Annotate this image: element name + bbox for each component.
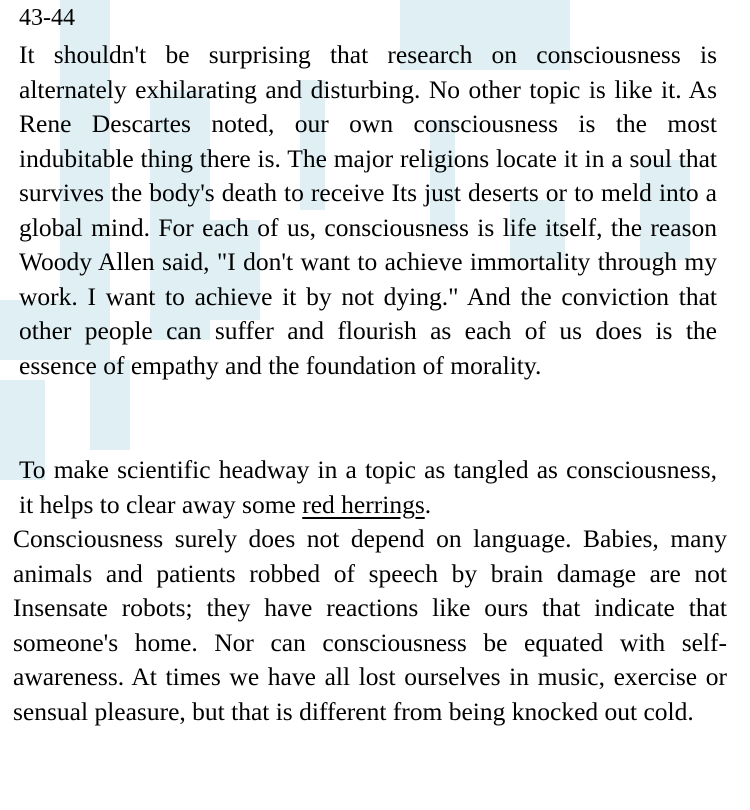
paragraph-2-body: Consciousness surely does not depend on language. Babies, many animals and patients robbed of speech by brain damage are not Insensate robots; they have reactions like ours that indicate that someone's home. Nor can consciousness be equated with self-awareness. At times we have all lost ourselves in music, exercise or sensual pleasure, but that is different from being knocked out cold. (13, 524, 727, 726)
paragraph-2-period: . (424, 489, 432, 519)
paragraph-1: It shouldn't be surprising that research on consciousness is alternately exhilarating and disturbing. No other topic is like it. As Rene Descartes noted, our own consciousness is the most indubitable thing there is. The major religions locate it in a soul that survives the body's death to receive Its just deserts or to meld into a global mind. For each of us, consciousness is life itself, the reason Woody Allen said, "I don't want to achieve immortality through my work. I want to achieve it by not dying." And the conviction that other people can suffer and flourish as each of us does is the essence of empathy and the foundation of morality. (19, 40, 717, 380)
page-number: 43-44 (19, 5, 75, 31)
underlined-phrase: red herrings (302, 489, 425, 519)
paragraph-2-intro: To make scientific headway in a topic as tangled as consciousness, it helps to clear away some (19, 455, 717, 519)
paragraph-2 (13, 453, 727, 729)
